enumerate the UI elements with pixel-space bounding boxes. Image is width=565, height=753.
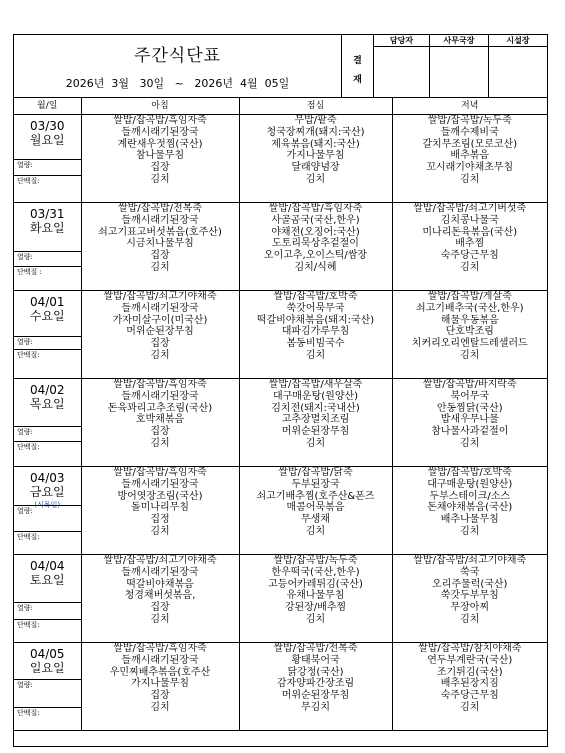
approver-director-label: 시설장	[489, 35, 547, 47]
menu-item: 야채전(오징어:국산)	[271, 226, 360, 238]
dinner-cell	[392, 555, 547, 643]
breakfast-cell	[81, 379, 239, 467]
menu-item: 오리주물럭(국산)	[432, 578, 508, 590]
menu-item: 무김치	[301, 701, 330, 713]
table-row	[14, 467, 547, 555]
menu-item: 오이고추,오이스틱/쌈장	[263, 250, 368, 262]
calorie-label: 열량:	[14, 336, 81, 347]
menu-item: 집장	[150, 690, 170, 702]
menu-item: 쌀밥/잡곡밥/흑임자죽	[268, 203, 363, 214]
menu-item: 김치	[460, 437, 480, 449]
menu-item: 쌀밥/잡곡밥/녹두죽	[273, 555, 358, 566]
lunch-cell	[239, 643, 392, 731]
menu-item: 고추장멸치조림	[281, 414, 350, 426]
menu-item: 머위순된장무침	[281, 426, 350, 438]
menu-item: 김치	[305, 525, 326, 537]
weekday-text: 토요일	[29, 573, 65, 587]
day-cell	[14, 291, 81, 379]
calorie-label: 열량:	[14, 505, 81, 516]
protein-label: 단백질 :	[14, 266, 81, 277]
menu-item: 김치	[150, 173, 170, 185]
day-date	[14, 119, 81, 147]
menu-item: 한우떡국(국산,한우)	[271, 566, 360, 578]
calorie-label: 열량:	[14, 679, 81, 690]
weekday-text: 월요일	[29, 133, 65, 147]
col-breakfast-header: 아침	[81, 98, 239, 115]
menu-item: 밥새우무나물	[440, 414, 499, 426]
dinner-cell	[392, 379, 547, 467]
weekday-text: 금요일	[29, 485, 65, 499]
menu-item: 강된장/배추찜	[284, 602, 347, 614]
menu-item: 들깨시래기된장국	[121, 566, 199, 578]
menu-item: 쌀밥/잡곡밥/흑임자죽	[113, 467, 207, 478]
breakfast-cell	[81, 115, 239, 203]
date-text: 03/31	[29, 207, 65, 221]
protein-label: 단백질:	[14, 175, 81, 186]
menu-item: 갈치무조림(모로코산)	[422, 138, 518, 150]
table-row	[14, 643, 547, 731]
menu-item: 김치	[305, 437, 326, 449]
lunch-cell	[239, 115, 392, 203]
menu-item: 닭강정(국산)	[287, 666, 344, 678]
menu-item: 김치	[150, 701, 170, 713]
menu-item: 숙주당근무침	[440, 250, 499, 262]
calorie-label: 열량:	[14, 159, 81, 170]
calorie-label: 열량:	[14, 602, 81, 613]
menu-item: 돈육꽈리고추조림(국산)	[107, 402, 213, 414]
menu-item: 쑥갓두부무침	[440, 590, 499, 602]
col-lunch-header: 점심	[239, 98, 392, 115]
day-cell	[14, 643, 81, 731]
column-header-row	[14, 98, 547, 115]
breakfast-cell	[81, 291, 239, 379]
menu-item: 김치콩나물국	[440, 214, 499, 226]
protein-label: 단백질:	[14, 619, 81, 630]
menu-item: 계란새우젓찜(국산)	[117, 138, 203, 150]
menu-item: 떡갈비야채볶음(돼지:국산)	[256, 314, 375, 326]
menu-item: 시금치나물무침	[126, 238, 194, 250]
menu-item: 배추된장지짐	[440, 678, 499, 690]
menu-item: 쌀밥/잡곡밥/흑임자죽	[113, 379, 207, 390]
menu-item: 김치	[460, 173, 480, 185]
approver-secretary	[430, 35, 489, 97]
lunch-cell	[239, 291, 392, 379]
dinner-cell	[392, 115, 547, 203]
date-text: 04/04	[29, 559, 65, 573]
menu-item: 김치	[305, 613, 326, 625]
menu-item: 쌀밥/잡곡밥/쇠고기야채죽	[413, 555, 527, 566]
date-text: 04/01	[29, 295, 65, 309]
day-date	[14, 559, 81, 587]
breakfast-cell	[81, 555, 239, 643]
menu-item: 집장	[150, 338, 170, 350]
day-date	[14, 471, 81, 499]
approval-label-2: 재	[353, 75, 362, 85]
day-date	[14, 383, 81, 411]
menu-item: 봄동비빔국수	[286, 338, 345, 350]
menu-item: 쌀밥/잡곡밥/전복죽	[273, 643, 358, 654]
menu-item: 김치	[460, 261, 480, 273]
menu-item: 김치	[460, 701, 480, 713]
menu-item: 김치	[305, 173, 326, 185]
date-text: 04/03	[29, 471, 65, 485]
table-row	[14, 115, 547, 203]
menu-table	[14, 97, 547, 731]
date-text: 04/02	[29, 383, 65, 397]
menu-item: 김치	[150, 525, 170, 537]
menu-item: 쌀밥/잡곡밥/게살죽	[427, 291, 512, 302]
menu-item: 제육볶음(돼지:국산)	[271, 138, 360, 150]
menu-item: 치커리오리엔탈드레샐러드	[411, 338, 528, 350]
day-cell	[14, 115, 81, 203]
menu-item: 쌀밥/잡곡밥/새우살죽	[268, 379, 363, 390]
approver-secretary-label: 사무국장	[430, 35, 488, 47]
menu-item: 청국장찌개(돼지:국산)	[266, 126, 365, 138]
menu-item: 유채나물무침	[286, 590, 345, 602]
menu-item: 쌀밥/잡곡밥/쇠고기야채죽	[103, 555, 217, 566]
menu-item: 청경채버섯볶음,	[124, 590, 196, 602]
menu-item: 연두부계란국(국산)	[427, 654, 513, 666]
menu-item: 쌀밥/잡곡밥/바지락죽	[422, 379, 517, 390]
menu-item: 쇠고기배추국(국산,한우)	[415, 302, 524, 314]
protein-label: 단백질:	[14, 441, 81, 452]
menu-item: 대파김가루무침	[281, 326, 350, 338]
day-cell	[14, 203, 81, 291]
menu-item: 가지나물무침	[286, 150, 345, 162]
day-date	[14, 295, 81, 323]
menu-item: 참나물사과겉절이	[431, 426, 509, 438]
menu-item: 가지나물무침	[131, 678, 189, 690]
menu-item: 집장	[150, 162, 170, 174]
menu-item: 대구매운탕(원양산)	[427, 478, 513, 490]
menu-item: 도토리묵상추겉절이	[272, 238, 359, 250]
menu-item: 집장	[150, 426, 170, 438]
col-date-header: 월/일	[14, 98, 81, 115]
breakfast-cell	[81, 467, 239, 555]
menu-item: 쑥갓어묵무국	[286, 302, 345, 314]
menu-item: 쇠고기배추찜(호주산&폰즈	[256, 490, 375, 502]
menu-item: 집정	[150, 514, 170, 526]
approver-director	[489, 35, 547, 97]
menu-item: 들깨시래기된장국	[121, 390, 199, 402]
menu-item: 두부스테이크/소스	[429, 490, 511, 502]
menu-item: 김치	[150, 349, 170, 361]
holiday-note: (식목일)	[34, 501, 61, 509]
menu-item: 들깨시래기된장국	[121, 654, 199, 666]
menu-item: 김치	[150, 261, 170, 273]
menu-item: 방어엿장조림(국산)	[117, 490, 203, 502]
menu-item: 김치전(돼지:국내산)	[271, 402, 360, 414]
date-range: 2026년 3월 30일 ~ 2026년 4월 05일	[65, 77, 290, 90]
day-date	[14, 207, 81, 235]
day-cell	[14, 555, 81, 643]
menu-item: 김치	[305, 349, 326, 361]
menu-item: 김치	[460, 349, 480, 361]
menu-item: 참나물무침	[135, 150, 185, 162]
menu-item: 감자양파간장조림	[276, 678, 355, 690]
lunch-cell	[239, 379, 392, 467]
weekday-text: 일요일	[29, 661, 65, 675]
menu-item: 머위순된장무침	[126, 326, 194, 338]
menu-item: 쌀밥/잡곡밥/쇠고기야채죽	[103, 291, 217, 302]
menu-item: 무밥/팥죽	[294, 115, 337, 126]
menu-item: 쌀밥/잡곡밥/전복죽	[117, 203, 203, 214]
day-date	[14, 647, 81, 675]
menu-item: 황태북어국	[291, 654, 340, 666]
page-title: 주간식단표	[133, 46, 222, 66]
menu-item: 조기튀김(국산)	[436, 666, 503, 678]
menu-item: 두부된장국	[291, 478, 340, 490]
weekday-text: 화요일	[29, 221, 65, 235]
menu-item: 쌀밥/잡곡밥/쇠고기버섯죽	[413, 203, 527, 214]
menu-item: 쌀밥/잡곡밥/호박죽	[273, 291, 358, 302]
menu-item: 무장아찌	[450, 602, 490, 614]
menu-item: 안동찜닭(국산)	[436, 402, 503, 414]
approver-staff	[374, 35, 430, 97]
menu-item: 들깨수제비국	[440, 126, 499, 138]
menu-item: 떡갈비야채볶음	[126, 578, 194, 590]
menu-item: 미나리돈육볶음(국산)	[422, 226, 518, 238]
weekday-text: 목요일	[29, 397, 65, 411]
menu-item: 쌀밥/잡곡밥/호박죽	[427, 467, 512, 478]
date-text: 03/30	[29, 119, 65, 133]
day-cell	[14, 379, 81, 467]
menu-item: 들깨시래기된장국	[121, 478, 199, 490]
menu-item: 머위순된장무침	[281, 690, 350, 702]
menu-item: 들깨시래기된장국	[121, 214, 199, 226]
menu-item: 돈채야채볶음(국산)	[427, 502, 513, 514]
title-block	[14, 35, 342, 97]
menu-item: 집장	[150, 250, 170, 262]
menu-item: 쌀밥/잡곡밥/녹두죽	[427, 115, 512, 126]
menu-item: 쌀밥/잡곡밥/닭죽	[278, 467, 353, 478]
menu-item: 달래양념장	[291, 162, 340, 174]
menu-item: 우민찌배추볶음(호주산	[109, 666, 211, 678]
menu-item: 배추나물무침	[440, 514, 499, 526]
day-cell	[14, 467, 81, 555]
menu-item: 배추찜	[455, 238, 485, 250]
menu-sheet	[13, 34, 548, 747]
dinner-cell	[392, 203, 547, 291]
menu-item: 숙주당근무침	[440, 690, 499, 702]
approval-label-1: 결	[353, 56, 362, 66]
menu-item: 단호박조림	[445, 326, 494, 338]
menu-item: 배추볶음	[450, 150, 490, 162]
approver-staff-label: 담당자	[374, 35, 429, 47]
dinner-cell	[392, 643, 547, 731]
table-row	[14, 291, 547, 379]
menu-item: 김치	[460, 613, 480, 625]
menu-item: 북어무국	[450, 390, 490, 402]
lunch-cell	[239, 555, 392, 643]
menu-item: 김치	[460, 525, 480, 537]
lunch-cell	[239, 203, 392, 291]
breakfast-cell	[81, 203, 239, 291]
menu-item: 들깨시래기된장국	[121, 126, 199, 138]
menu-item: 쑥국	[460, 566, 480, 578]
menu-item: 쌀밥/잡곡밥/흑임자죽	[113, 643, 207, 654]
menu-item: 해물우동볶음	[440, 314, 499, 326]
dinner-cell	[392, 467, 547, 555]
dinner-cell	[392, 291, 547, 379]
menu-item: 꼬시래기야채초무침	[426, 162, 514, 174]
menu-item: 매콤어묵볶음	[286, 502, 345, 514]
weekday-text: 수요일	[29, 309, 65, 323]
protein-label: 단백질:	[14, 531, 81, 542]
approval-label	[342, 35, 374, 97]
table-row	[14, 555, 547, 643]
menu-item: 김치/식혜	[294, 261, 337, 273]
protein-label: 단백질:	[14, 707, 81, 718]
menu-item: 고등어카레튀김(국산)	[268, 578, 363, 590]
menu-item: 들깨시래기된장국	[121, 302, 199, 314]
table-row	[14, 379, 547, 467]
calorie-label: 열량:	[14, 251, 81, 262]
menu-item: 가자미살구이(미국산)	[112, 314, 208, 326]
menu-item: 호박채볶음	[135, 414, 185, 426]
menu-item: 대구매운탕(원양산)	[272, 390, 359, 402]
menu-item: 사골곰국(국산,한우)	[271, 214, 360, 226]
lunch-cell	[239, 467, 392, 555]
menu-item: 김치	[150, 613, 170, 625]
protein-label: 단백질:	[14, 349, 81, 360]
menu-item: 집장	[150, 602, 170, 614]
date-text: 04/05	[29, 647, 65, 661]
menu-item: 쌀밥/잡곡밥/참치야채죽	[418, 643, 522, 654]
menu-item: 쌀밥/잡곡밥/흑임자죽	[113, 115, 207, 126]
menu-item: 김치	[150, 437, 170, 449]
menu-item: 돌미나리무침	[131, 502, 189, 514]
col-dinner-header: 저녁	[392, 98, 547, 115]
table-row	[14, 203, 547, 291]
calorie-label: 열량:	[14, 426, 81, 437]
menu-item: 무생채	[301, 514, 330, 526]
menu-item: 쇠고기표고버섯볶음(호주산)	[98, 226, 222, 238]
breakfast-cell	[81, 643, 239, 731]
